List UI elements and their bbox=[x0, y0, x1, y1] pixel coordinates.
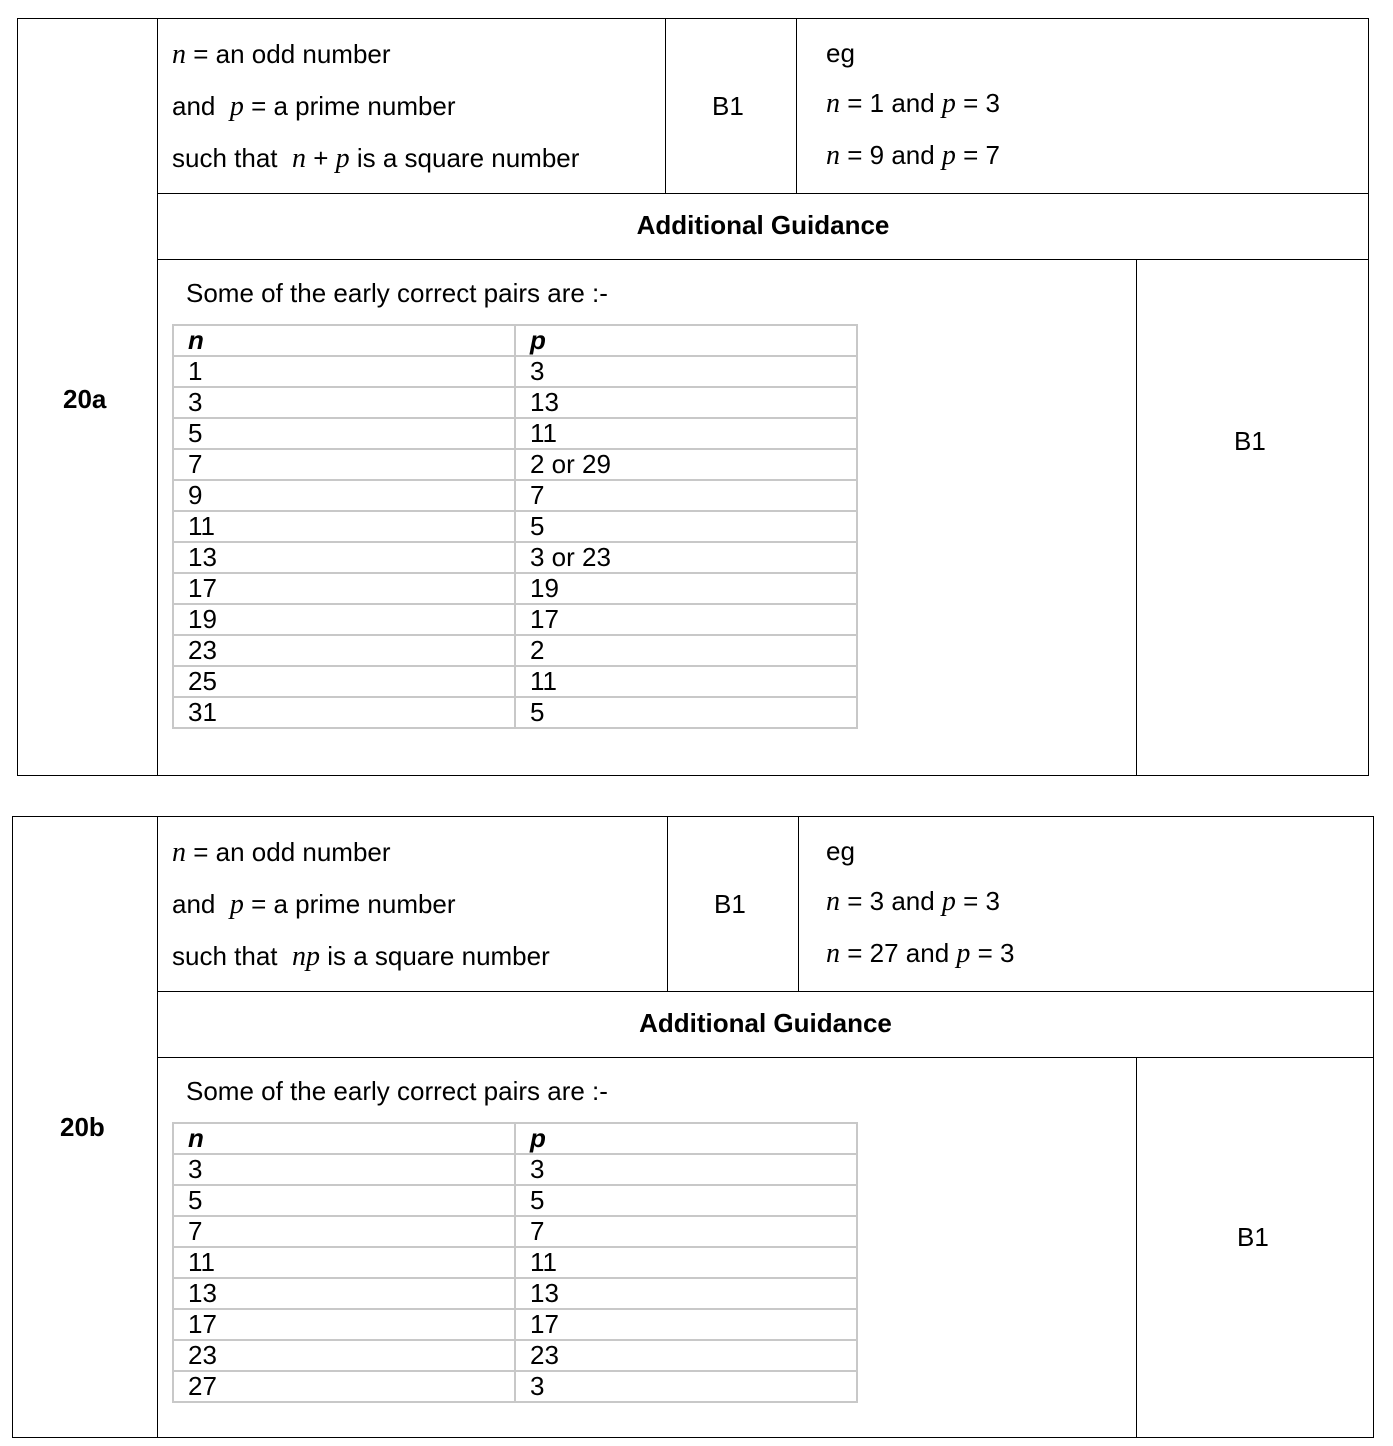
q20a-mark: B1 bbox=[712, 91, 744, 121]
table-row bbox=[173, 449, 857, 480]
var-n: n bbox=[826, 140, 840, 171]
var-p: p bbox=[229, 91, 244, 122]
table-header-row bbox=[173, 1123, 857, 1154]
cell-n: 7 bbox=[173, 449, 515, 480]
cell-n: 13 bbox=[173, 542, 515, 573]
q20b-pairs-table bbox=[172, 1122, 858, 1403]
answer-text: = a prime number bbox=[243, 91, 456, 121]
q20a-answer-line1 bbox=[172, 39, 391, 70]
table-row bbox=[173, 697, 857, 728]
header-p: p bbox=[515, 325, 857, 356]
cell-p: 11 bbox=[515, 418, 857, 449]
cell-p: 13 bbox=[515, 1278, 857, 1309]
q20a-guidance-mark: B1 bbox=[1234, 426, 1266, 456]
cell-n: 25 bbox=[173, 666, 515, 697]
cell-p: 3 bbox=[515, 1154, 857, 1185]
example-text: = 3 bbox=[970, 938, 1015, 968]
example-text: = 1 and bbox=[840, 88, 942, 118]
var-n: n bbox=[172, 39, 186, 70]
example-text: = 3 bbox=[955, 886, 1001, 916]
var-p: p bbox=[941, 140, 956, 171]
cell-n: 13 bbox=[173, 1278, 515, 1309]
var-n: n bbox=[172, 837, 186, 868]
var-n: n bbox=[826, 88, 840, 119]
cell-n: 5 bbox=[173, 1185, 515, 1216]
cell-n: 5 bbox=[173, 418, 515, 449]
answer-text: such that bbox=[172, 143, 285, 173]
cell-n: 11 bbox=[173, 1247, 515, 1278]
cell-n: 17 bbox=[173, 573, 515, 604]
answer-text: is a square number bbox=[356, 143, 580, 173]
answer-text: is a square number bbox=[327, 941, 550, 971]
table-row bbox=[173, 1216, 857, 1247]
table-row bbox=[173, 542, 857, 573]
table-row bbox=[173, 573, 857, 604]
table-row bbox=[173, 1340, 857, 1371]
q20b-mark: B1 bbox=[714, 889, 746, 919]
answer-text: and bbox=[172, 889, 223, 919]
cell-n: 31 bbox=[173, 697, 515, 728]
cell-p: 11 bbox=[515, 666, 857, 697]
cell-n: 23 bbox=[173, 1340, 515, 1371]
header-n: n bbox=[173, 325, 515, 356]
cell-n: 3 bbox=[173, 1154, 515, 1185]
cell-p: 3 or 23 bbox=[515, 542, 857, 573]
q20a-example-1 bbox=[826, 88, 1000, 119]
cell-n: 1 bbox=[173, 356, 515, 387]
var-np: np bbox=[291, 941, 320, 972]
q20a-guidance-text: Some of the early correct pairs are :- bbox=[186, 278, 608, 308]
table-row bbox=[173, 356, 857, 387]
cell-n: 19 bbox=[173, 604, 515, 635]
q20b-example-1 bbox=[826, 886, 1000, 917]
var-n: n bbox=[826, 886, 840, 917]
cell-p: 3 bbox=[515, 1371, 857, 1402]
var-p: p bbox=[335, 143, 350, 174]
cell-n: 17 bbox=[173, 1309, 515, 1340]
q20b-example-label: eg bbox=[826, 836, 855, 866]
q20a-answer-line2 bbox=[172, 91, 456, 122]
cell-n: 3 bbox=[173, 387, 515, 418]
header-p: p bbox=[515, 1123, 857, 1154]
cell-p: 7 bbox=[515, 480, 857, 511]
table-row bbox=[173, 418, 857, 449]
table-row bbox=[173, 1185, 857, 1216]
answer-text: = an odd number bbox=[186, 39, 391, 69]
cell-p: 17 bbox=[515, 604, 857, 635]
table-row bbox=[173, 1154, 857, 1185]
table-row bbox=[173, 480, 857, 511]
answer-text: such that bbox=[172, 941, 285, 971]
cell-n: 7 bbox=[173, 1216, 515, 1247]
q20a-guidance-heading: Additional Guidance bbox=[636, 210, 890, 240]
table-row bbox=[173, 1278, 857, 1309]
cell-p: 11 bbox=[515, 1247, 857, 1278]
q20b-label: 20b bbox=[60, 1112, 105, 1142]
var-n: n bbox=[826, 938, 840, 969]
operator: + bbox=[305, 143, 336, 173]
var-n: n bbox=[291, 143, 306, 174]
cell-p: 19 bbox=[515, 573, 857, 604]
q20b-answer-line2 bbox=[172, 889, 456, 920]
var-p: p bbox=[956, 938, 971, 969]
q20b-guidance-text: Some of the early correct pairs are :- bbox=[186, 1076, 608, 1106]
table-row bbox=[173, 511, 857, 542]
q20b-guidance-mark: B1 bbox=[1237, 1222, 1269, 1252]
q20a-example-2 bbox=[826, 140, 1000, 171]
table-row bbox=[173, 1371, 857, 1402]
header-n: n bbox=[173, 1123, 515, 1154]
q20b-answer-line1 bbox=[172, 837, 391, 868]
cell-p: 13 bbox=[515, 387, 857, 418]
table-row bbox=[173, 387, 857, 418]
var-p: p bbox=[941, 886, 956, 917]
example-text: = 7 bbox=[955, 140, 1001, 170]
cell-p: 5 bbox=[515, 697, 857, 728]
table-row bbox=[173, 666, 857, 697]
table-row bbox=[173, 1309, 857, 1340]
cell-n: 11 bbox=[173, 511, 515, 542]
var-p: p bbox=[941, 88, 956, 119]
q20b-guidance-heading: Additional Guidance bbox=[639, 1008, 892, 1038]
example-text: = 9 and bbox=[840, 140, 942, 170]
cell-n: 23 bbox=[173, 635, 515, 666]
example-text: = 27 and bbox=[840, 938, 957, 968]
table-header-row bbox=[173, 325, 857, 356]
q20a-answer-line3 bbox=[172, 143, 579, 174]
var-p: p bbox=[229, 889, 244, 920]
cell-p: 2 bbox=[515, 635, 857, 666]
cell-n: 27 bbox=[173, 1371, 515, 1402]
answer-text: = an odd number bbox=[186, 837, 391, 867]
cell-p: 17 bbox=[515, 1309, 857, 1340]
cell-p: 7 bbox=[515, 1216, 857, 1247]
example-text: = 3 and bbox=[840, 886, 942, 916]
table-row bbox=[173, 635, 857, 666]
q20b-answer-line3 bbox=[172, 941, 550, 972]
q20b-example-2 bbox=[826, 938, 1014, 969]
table-row bbox=[173, 1247, 857, 1278]
q20a-pairs-table bbox=[172, 324, 858, 729]
cell-p: 23 bbox=[515, 1340, 857, 1371]
answer-text: = a prime number bbox=[243, 889, 456, 919]
q20a-guidance-mark-cell bbox=[1136, 259, 1369, 776]
answer-text: and bbox=[172, 91, 223, 121]
cell-p: 5 bbox=[515, 1185, 857, 1216]
q20a-label: 20a bbox=[63, 384, 107, 414]
example-text: = 3 bbox=[955, 88, 1001, 118]
cell-n: 9 bbox=[173, 480, 515, 511]
cell-p: 5 bbox=[515, 511, 857, 542]
cell-p: 2 or 29 bbox=[515, 449, 857, 480]
cell-p: 3 bbox=[515, 356, 857, 387]
table-row bbox=[173, 604, 857, 635]
q20a-example-label: eg bbox=[826, 38, 855, 68]
